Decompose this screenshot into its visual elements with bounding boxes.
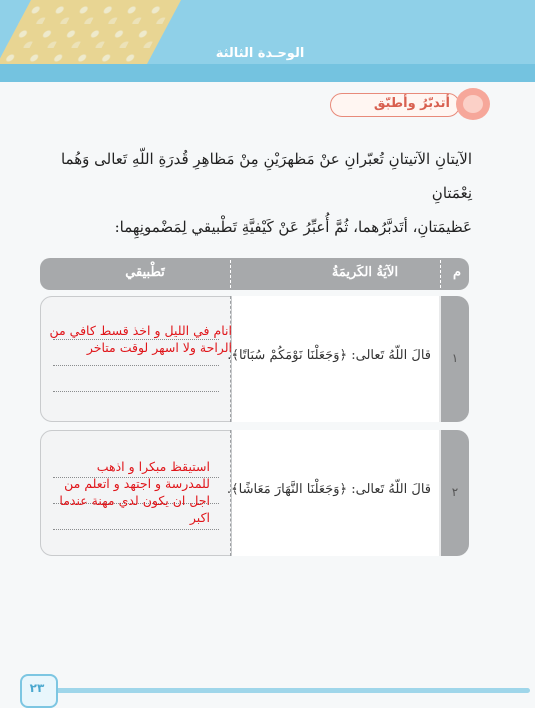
table-row (40, 296, 469, 422)
verse-cell (227, 296, 439, 422)
page-number: ٢٣ (29, 681, 45, 695)
verse-text: قالَ اللّهُ تَعالى: ﴿وَجَعَلْنَا نَوْمَكُمْ سُبَاتًا﴾. (227, 348, 431, 363)
row-number: ٢ (451, 485, 459, 499)
application-cell[interactable] (40, 296, 232, 422)
intro-paragraph (40, 142, 472, 244)
header-verse: الآيَةُ الكَريمَةُ (331, 265, 399, 280)
flower-icon (456, 88, 490, 120)
intro-line-1: الآيتانِ الآتيتانِ تُعبّرانِ عنْ مَظهرَيْنِ مِنْ مَظاهِرِ قُدرَةِ اللّهِ تَعالى وَهُما نِعْمَتانِ (60, 150, 472, 202)
answer-line (53, 391, 219, 392)
row-number: ١ (451, 351, 459, 365)
header-application: تَطْبيقي (125, 265, 165, 280)
page-number-badge (20, 674, 54, 704)
answer-line (53, 529, 219, 530)
header-stripe (0, 64, 535, 82)
section-badge-label: أتدبّرُ وأطبّق (373, 96, 450, 111)
number-cell (441, 296, 469, 422)
handwritten-answer: استيقظ مبكرا و اذهب للمدرسة و اجتهد و اتعلم من اجل ان يكون لدي مهنة عندما اكبر (59, 459, 210, 525)
table-header (40, 258, 469, 290)
cell-separator (230, 296, 231, 422)
header-number: م (452, 265, 461, 280)
cell-separator (230, 430, 231, 556)
header-band (0, 0, 535, 82)
verse-cell (226, 430, 439, 556)
footer-line (40, 688, 530, 693)
number-cell (441, 430, 469, 556)
intro-line-2: عَظيمَتانِ، أتَدبَّرُهما، ثُمَّ أُعبِّرُ عَنْ كَيْفيَّةِ تَطْبيقي لِمَضْمونِهِما: (114, 218, 472, 236)
answer-line (53, 365, 219, 366)
table-row (40, 430, 469, 556)
header-separator (230, 260, 231, 288)
handwritten-answer: انام في الليل و اخذ قسط كافي من الراحة ولا اسهر لوقت متاخر (49, 323, 232, 355)
header-separator (440, 260, 441, 288)
unit-title: الوحـدة الثالثة (215, 46, 305, 61)
verse-text: قالَ اللّهُ تَعالى: ﴿وَجَعَلْنَا النَّهَارَ مَعَاشًا﴾. (226, 482, 431, 497)
section-badge (330, 88, 490, 120)
